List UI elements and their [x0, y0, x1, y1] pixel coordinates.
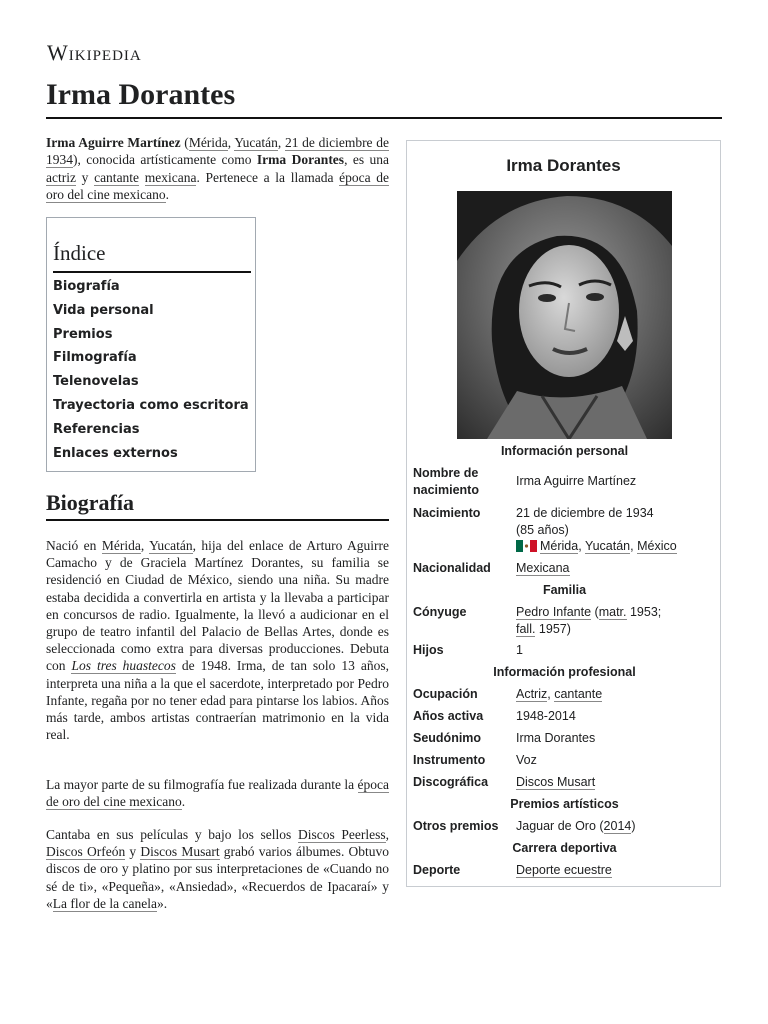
page-title: Irma Dorantes	[46, 78, 236, 111]
link-los-tres-huastecos[interactable]: Los tres huastecos	[71, 658, 176, 674]
infobox-label: Nombre de nacimiento	[413, 466, 479, 497]
toc-item-vida-personal[interactable]: Vida personal	[53, 302, 154, 318]
lead-paragraph: Irma Aguirre Martínez (Mérida, Yucatán, 21 de diciembre de 1934), conocida artísticamente como Irma Dorantes, es una actriz y cantante mexicana. Pertenece a la llamada época de oro del cine mexicano.	[46, 135, 390, 202]
infobox-section-premios: Premios artísticos	[510, 797, 619, 811]
link-discos-orfeon[interactable]: Discos Orfeón	[46, 844, 126, 860]
infobox-section-carrera: Carrera deportiva	[512, 841, 617, 855]
infobox-value: Irma Dorantes	[516, 731, 596, 745]
infobox-title: Irma Dorantes	[506, 156, 621, 175]
wikipedia-wordmark[interactable]: Wikipedia	[47, 40, 142, 65]
toc-item-filmografia[interactable]: Filmografía	[53, 350, 137, 366]
infobox-section-personal: Información personal	[500, 444, 629, 458]
toc-item-biografia[interactable]: Biografía	[53, 279, 120, 294]
infobox-value: 21 de diciembre de 1934 (85 años) Mérida, Yucatán, México	[516, 506, 677, 553]
link-deporte-ecuestre[interactable]: Deporte ecuestre	[516, 863, 612, 877]
infobox-value: 1	[516, 643, 523, 657]
biografia-paragraph-1: Nació en Mérida, Yucatán, hija del enlace de Arturo Aguirre Camacho y de Graciela Martínez Dorantes, su familia se residenció en Ciudad de México, siendo una niña. Su madre estaba decidida a convertirla en artista y la llevaba a participar en concursos de radio. Igualmente, la llevó a audicionar en el grupo de teatro infantil del Palacio de Bellas Artes, donde es seleccionada como extra para diversas producciones. Debuta con Los tres huastecos de 1948. Irma, de tan solo 13 años, interpreta una niña a la que el sacerdote, interpretado por Pedro Infante, regaña por no tener edad para pintarse los labios. Años más tarde, ambos artistas contraerían matrimonio en la vida real.	[46, 538, 390, 743]
abbr-fallecimiento[interactable]: fall.	[516, 621, 536, 636]
link-pedro-infante[interactable]: Pedro Infante	[516, 605, 592, 619]
table-of-contents	[46, 217, 256, 472]
link-cantante[interactable]: cantante	[554, 687, 603, 701]
link-discos-musart[interactable]: Discos Musart	[140, 844, 220, 860]
link-mexicana[interactable]: Mexicana	[516, 561, 570, 575]
section-heading-biografia: Biografía	[46, 490, 134, 515]
toc-item-trayectoria[interactable]: Trayectoria como escritora	[53, 397, 249, 413]
section-divider	[46, 519, 389, 521]
link-yucatan[interactable]: Yucatán	[584, 539, 631, 553]
stage-name: Irma Dorantes	[256, 152, 345, 168]
infobox-value	[516, 862, 716, 879]
toc-title: Índice	[53, 241, 106, 265]
infobox-value: Actriz, cantante	[516, 687, 603, 701]
abbr-matrimonio[interactable]: matr.	[598, 605, 627, 619]
toc-item-enlaces-externos[interactable]: Enlaces externos	[53, 445, 178, 461]
toc-item-telenovelas[interactable]: Telenovelas	[53, 374, 139, 390]
link-merida[interactable]: Mérida	[101, 538, 141, 553]
infobox-section-profesional: Información profesional	[493, 665, 636, 679]
infobox-label: Cónyuge	[413, 605, 467, 619]
infobox-value	[516, 774, 716, 791]
infobox	[406, 140, 721, 887]
mexico-flag-icon	[516, 540, 537, 552]
infobox-label: Nacimiento	[413, 506, 481, 520]
toc-item-referencias[interactable]: Referencias	[53, 421, 140, 437]
infobox-label: Hijos	[413, 643, 444, 657]
link-birth-date[interactable]: 21 de diciembre de 1934	[46, 135, 389, 168]
infobox-label: Nacionalidad	[413, 561, 491, 575]
infobox-value: Jaguar de Oro (2014)	[516, 819, 636, 833]
link-actriz[interactable]: actriz	[46, 169, 76, 185]
biografia-paragraph-3: Cantaba en sus películas y bajo los sellos Discos Peerless, Discos Orfeón y Discos Musart grabó varios álbumes. Obtuvo discos de oro y platino por sus interpretaciones de «Cuando no sé de ti», «Pequeña», «Ansiedad», «Recuerdos de Ipacaraí» y «La flor de la canela».	[46, 827, 390, 911]
link-mexicana[interactable]: mexicana	[144, 169, 197, 185]
link-yucatan[interactable]: Yucatán	[234, 135, 278, 150]
infobox-value	[516, 560, 716, 577]
infobox-label: Ocupación	[413, 687, 478, 701]
infobox-row-nacimiento	[413, 505, 716, 557]
birth-name: Irma Aguirre Martínez	[46, 135, 181, 150]
infobox-row-conyuge	[413, 604, 716, 638]
infobox-value: Irma Aguirre Martínez	[516, 474, 637, 488]
infobox-label: Discográfica	[413, 775, 489, 789]
link-2014[interactable]: 2014	[603, 819, 632, 833]
toc-divider	[53, 271, 251, 273]
title-divider	[46, 117, 722, 119]
link-mexico[interactable]: México	[637, 539, 677, 553]
link-cantante[interactable]: cantante	[94, 169, 140, 185]
toc-list	[53, 278, 249, 468]
infobox-value: Voz	[516, 753, 537, 767]
infobox-label: Otros premios	[413, 819, 499, 833]
link-epoca-de-oro[interactable]: época de oro del cine mexicano	[46, 777, 389, 810]
infobox-label: Años activa	[413, 709, 484, 723]
link-actriz[interactable]: Actriz	[516, 687, 548, 701]
infobox-section-familia: Familia	[542, 583, 587, 597]
portrait-photo[interactable]	[457, 191, 672, 439]
link-epoca-de-oro[interactable]: época de oro del cine mexicano	[46, 169, 390, 202]
infobox-value: Pedro Infante (matr. 1953; fall. 1957)	[516, 605, 662, 636]
link-merida[interactable]: Mérida	[188, 135, 228, 150]
toc-item-premios[interactable]: Premios	[53, 326, 113, 342]
link-la-flor-de-la-canela[interactable]: La flor de la canela	[52, 895, 157, 911]
link-discos-musart[interactable]: Discos Musart	[516, 775, 596, 789]
infobox-label: Deporte	[413, 863, 461, 877]
link-yucatan[interactable]: Yucatán	[149, 538, 193, 553]
link-discos-peerless[interactable]: Discos Peerless	[297, 827, 386, 842]
infobox-row-nombre	[413, 465, 716, 499]
infobox-value: 1948-2014	[516, 709, 576, 723]
link-merida[interactable]: Mérida	[540, 539, 579, 553]
biografia-paragraph-2: La mayor parte de su filmografía fue realizada durante la época de oro del cine mexicano.	[46, 777, 389, 810]
infobox-label: Instrumento	[413, 753, 486, 767]
infobox-label: Seudónimo	[413, 731, 482, 745]
